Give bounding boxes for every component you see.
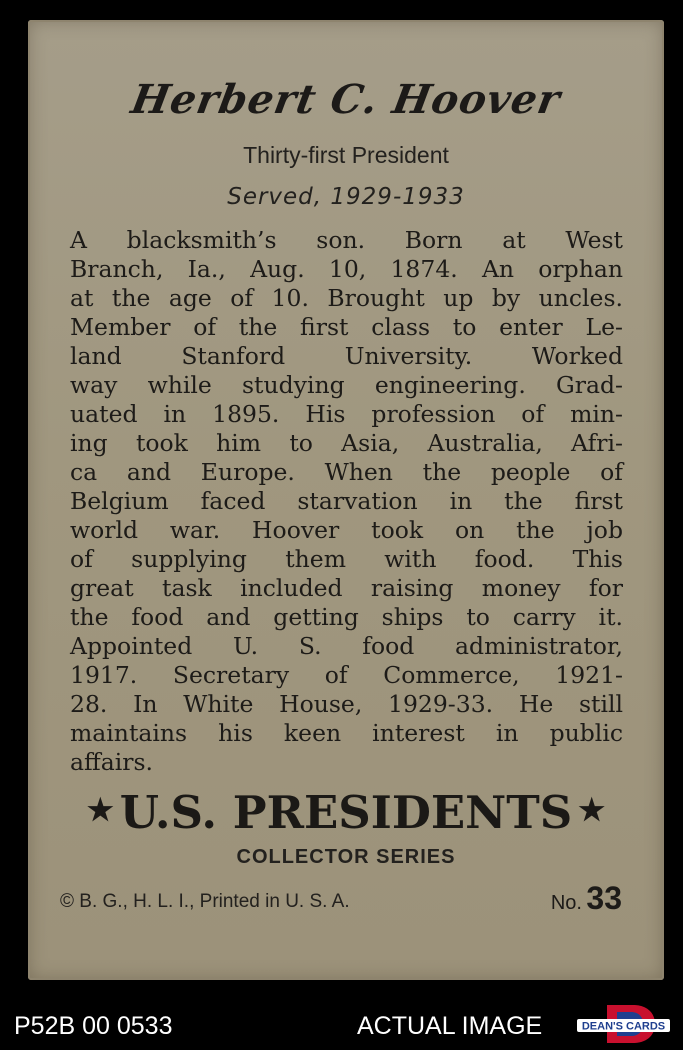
card-number-value: 33 xyxy=(586,880,622,916)
card-number-label: No. xyxy=(550,892,582,914)
bio-line: ca and Europe. When the people of xyxy=(70,458,623,486)
series-title xyxy=(28,786,664,839)
bio-line: 28. In White House, 1929-33. He still xyxy=(70,690,623,718)
series-title-text: U.S. PRESIDENTS xyxy=(119,786,573,839)
bio-line: Belgium faced starvation in the first xyxy=(70,487,623,515)
president-title: Thirty-first President xyxy=(243,142,449,168)
bio-line: Branch, Ia., Aug. 10, 1874. An orphan xyxy=(70,255,623,283)
term-served: Served, 1929-1933 xyxy=(227,184,465,210)
series-subtitle: COLLECTOR SERIES xyxy=(236,846,456,868)
inventory-id: P52B 00 0533 xyxy=(14,1012,173,1040)
actual-image-label: ACTUAL IMAGE xyxy=(357,1012,543,1040)
bio-line: ing took him to Asia, Australia, Afri- xyxy=(70,429,623,457)
bio-line: maintains his keen interest in public xyxy=(70,719,623,747)
deans-cards-logo-icon xyxy=(577,1003,670,1045)
card-number xyxy=(551,880,622,917)
biography-text xyxy=(70,226,623,777)
logo-text: DEAN'S CARDS xyxy=(581,1020,666,1033)
president-name: Herbert C. Hoover xyxy=(127,76,565,123)
bio-line: of supplying them with food. This xyxy=(70,545,623,573)
bio-line: the food and getting ships to carry it. xyxy=(70,603,623,631)
bio-line: Member of the first class to enter Le- xyxy=(70,313,623,341)
bio-line: land Stanford University. Worked xyxy=(70,342,623,370)
bio-line: world war. Hoover took on the job xyxy=(70,516,623,544)
trading-card-back xyxy=(28,20,664,980)
bio-line: 1917. Secretary of Commerce, 1921- xyxy=(70,661,623,689)
bio-line: uated in 1895. His profession of min- xyxy=(70,400,623,428)
star-icon: ★ xyxy=(86,793,114,828)
bio-line: at the age of 10. Brought up by uncles. xyxy=(70,284,623,312)
bio-line: way while studying engineering. Grad- xyxy=(70,371,623,399)
bio-line: Appointed U. S. food administrator, xyxy=(70,632,623,660)
star-icon: ★ xyxy=(578,793,606,828)
bio-line: A blacksmith’s son. Born at West xyxy=(70,226,623,254)
copyright-line: © B. G., H. L. I., Printed in U. S. A. xyxy=(60,891,350,912)
bio-line: great task included raising money for xyxy=(70,574,623,602)
bio-line: affairs. xyxy=(70,748,153,776)
